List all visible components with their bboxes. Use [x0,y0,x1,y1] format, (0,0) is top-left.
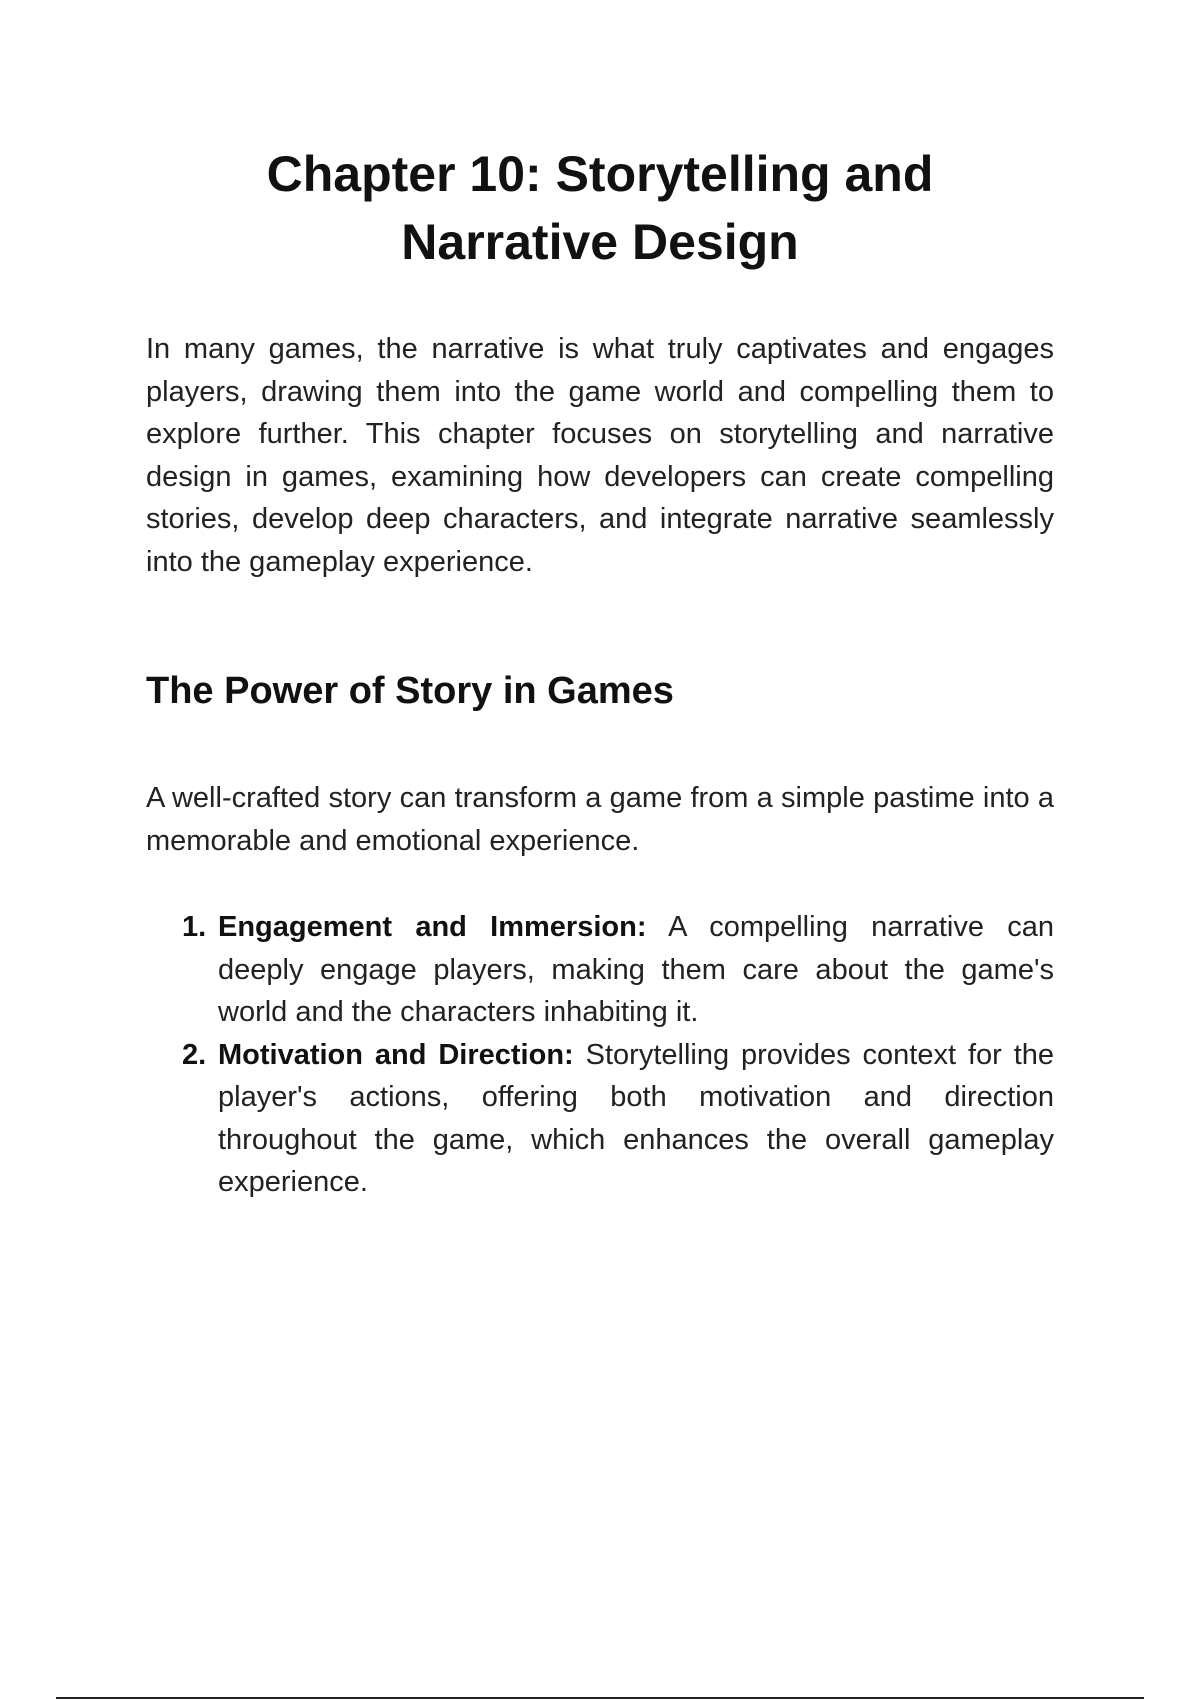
list-item-term: Motivation and Direction: [218,1038,574,1071]
chapter-title-line-1: Chapter 10: Storytelling and [266,146,934,202]
section-intro-paragraph: A well-crafted story can transform a game from a simple pastime into a memorable and emotional experience. [146,782,1054,857]
footer-divider [56,1697,1144,1699]
list-item-term: Engagement and Immersion: [218,911,647,943]
list-item [146,1034,1054,1204]
list-item-number: 1. [182,911,207,943]
list-item-number: 2. [182,1038,207,1071]
section-heading: The Power of Story in Games [146,670,674,712]
numbered-list [146,906,1054,1204]
list-item-text: Storytelling provides context for the player's actions, offering both motivation and direction throughout the game, which enhances the overall gameplay experience. [218,1038,1055,1198]
chapter-title-line-2: Narrative Design [401,214,799,270]
chapter-title [146,140,1054,276]
list-item-text: A compelling narrative can deeply engage players, making them care about the game's world and the characters inhabiting it. [218,911,1054,1028]
document-page [146,140,1054,1204]
chapter-intro-paragraph: In many games, the narrative is what truly captivates and engages players, drawing them into the game world and compelling them to explore further. This chapter focuses on storytelling and narrative design in games, examining how developers can create compelling stories, develop deep characters, and integrate narrative seamlessly into the gameplay experience. [146,333,1054,578]
list-item [146,906,1054,1034]
